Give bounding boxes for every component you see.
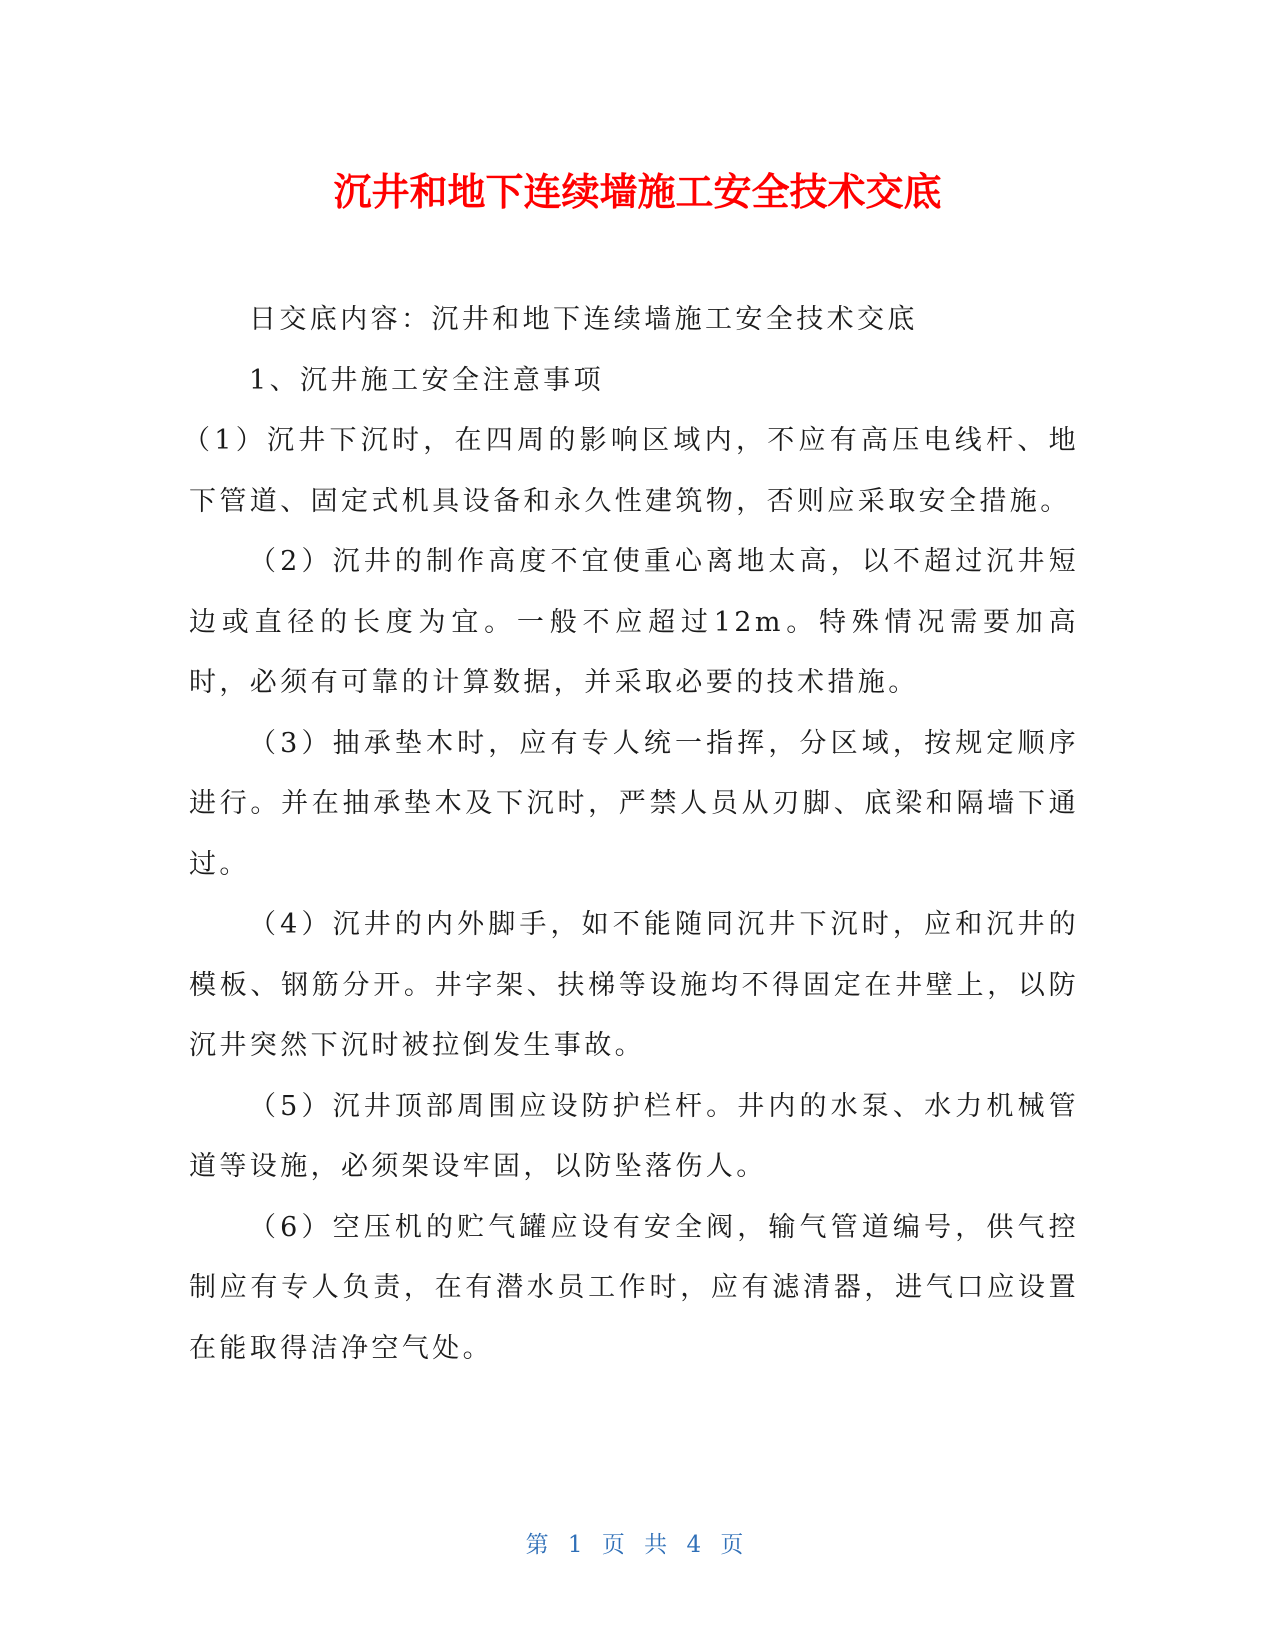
section-heading: 1、沉井施工安全注意事项 — [249, 364, 604, 396]
paragraph-3: （3）抽承垫木时，应有专人统一指挥，分区域，按规定顺序进行。并在抽承垫木及下沉时，严禁人员从刃脚、底梁和隔墙下通过。 — [189, 727, 1079, 880]
intro-line: 日交底内容：沉井和地下连续墙施工安全技术交底 — [249, 304, 918, 335]
page-number-footer: 第 1 页 共 4 页 — [525, 1532, 750, 1558]
paragraph-6: （6）空压机的贮气罐应设有安全阀，输气管道编号，供气控制应有专人负责，在有潜水员工作时，应有滤清器，进气口应设置在能取得洁净空气处。 — [189, 1211, 1079, 1364]
document-body — [183, 290, 1079, 1379]
paragraph-4: （4）沉井的内外脚手，如不能随同沉井下沉时，应和沉井的模板、钢筋分开。井字架、扶梯等设施均不得固定在井壁上，以防沉井突然下沉时被拉倒发生事故。 — [189, 909, 1079, 1061]
paragraph-2: （2）沉井的制作高度不宜使重心离地太高，以不超过沉井短边或直径的长度为宜。一般不应超过12m。特殊情况需要加高时，必须有可靠的计算数据，并采取必要的技术措施。 — [189, 546, 1079, 698]
paragraph-5: （5）沉井顶部周围应设防护栏杆。井内的水泵、水力机械管道等设施，必须架设牢固，以防坠落伤人。 — [189, 1090, 1079, 1182]
document-title: 沉井和地下连续墙施工安全技术交底 — [333, 170, 942, 214]
paragraph-1: （1）沉井下沉时，在四周的影响区域内，不应有高压电线杆、地下管道、固定式机具设备和永久性建筑物，否则应采取安全措施。 — [183, 425, 1079, 517]
